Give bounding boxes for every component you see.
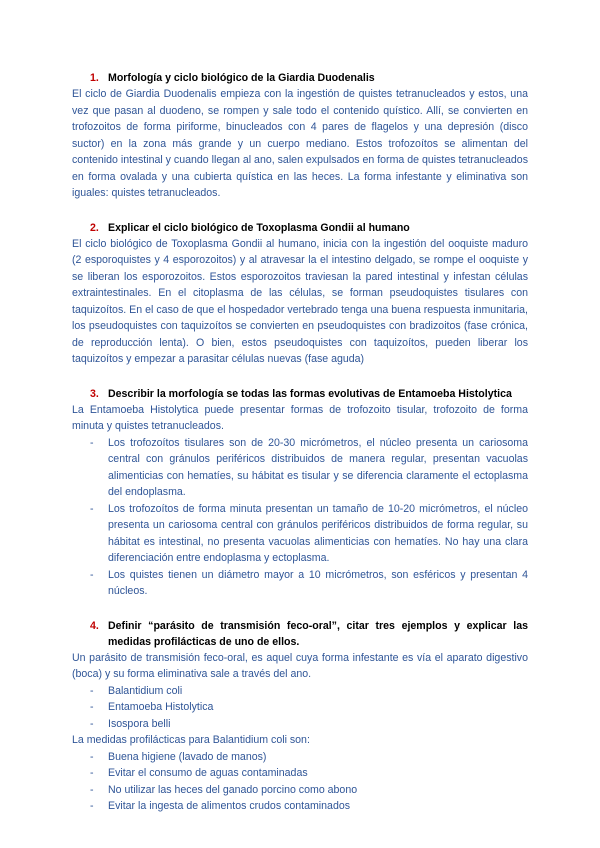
section-2 <box>72 220 528 368</box>
answer-paragraph: El ciclo de Giardia Duodenalis empieza con la ingestión de quistes tetranucleados y estos, una vez que pasan al duodeno, se rompen y sale todo el contenido quístico. Allí, se convierten en trofozoitos de forma piriforme, binucleados con 4 pares de flagelos y una depresión (disco suctor) en la zona más grande y un cuerpo mediano. Estos trofozoítos se alimentan del contenido intestinal y cuando llegan al ano, salen expulsados en forma de quistes tetranucleados en forma ovalada y una cubierta quística en las heces. La forma infestante y eliminativa son iguales: quistes tetranucleados. <box>72 88 528 199</box>
list-item: - Isospora belli <box>90 716 528 733</box>
question-heading <box>72 618 528 650</box>
question-number: 4. <box>90 619 99 632</box>
question-text: Definir “parásito de transmisión feco-oral”, citar tres ejemplos y explicar las medidas profilácticas de uno de ellos. <box>108 619 528 648</box>
list-item: - Los trofozoítos de forma minuta presentan un tamaño de 10-20 micrómetros, el núcleo presenta un cariosoma central con gránulos periféricos distribuidos de forma regular, su hábitat es intestinal, no presenta vacuolas alimenticias con hematíes. No hay una clara diferenciación entre endoplasma y ectoplasma. <box>90 501 528 567</box>
question-number: 2. <box>90 221 99 234</box>
measures-list <box>72 749 528 815</box>
list-item: - Los quistes tienen un diámetro mayor a 10 micrómetros, son esféricos y presentan 4 núcleos. <box>90 567 528 600</box>
list-item: - Los trofozoítos tisulares son de 20-30 micrómetros, el núcleo presenta un cariosoma central con gránulos periféricos distribuidos de manera regular, presentan vacuolas alimenticias con hematíes, su hábitat es tisular y se diferencia claramente el ectoplasma del endoplasma. <box>90 435 528 501</box>
question-text: Describir la morfología se todas las formas evolutivas de Entamoeba Histolytica <box>108 387 512 400</box>
list-item: - Entamoeba Histolytica <box>90 699 528 716</box>
list-item: - Balantidium coli <box>90 683 528 700</box>
answer-intro: La Entamoeba Histolytica puede presentar formas de trofozoito tisular, trofozoito de forma minuta y quistes tetranucleados. <box>72 403 528 432</box>
question-heading <box>72 220 528 236</box>
question-text: Morfología y ciclo biológico de la Giardia Duodenalis <box>108 72 375 84</box>
examples-list <box>72 683 528 733</box>
answer-paragraph: El ciclo biológico de Toxoplasma Gondii al humano, inicia con la ingestión del ooquiste maduro (2 esporoquistes y 4 esporozoitos) y al atravesar la el intestino delgado, se rompe el ooquiste y se liberan los esporozoitos. Estos esporozoitos traviesan la pared intestinal y infestan células extraintestinales. En el citoplasma de las células, se forman pseudoquistes tisulares con taquizoítos. En el caso de que el hospedador vertebrado tenga una buena respuesta inmunitaria, los pseudoquistes con taquizoítos se convierten en pseudoquistes con bradizoitos (fase crónica, de reproducción lenta). O bien, estos pseudoquistes con taquizoítos, pueden liberar los taquizoítos y empezar a parasitar células nuevas (fase aguda) <box>72 237 528 365</box>
forms-list <box>72 435 528 600</box>
section-3 <box>72 386 528 600</box>
measures-intro: La medidas profilácticas para Balantidium coli son: <box>72 734 310 746</box>
question-heading <box>72 70 528 86</box>
answer-intro: Un parásito de transmisión feco-oral, es aquel cuya forma infestante es vía el aparato digestivo (boca) y su forma eliminativa sale a través del ano. <box>72 651 528 680</box>
question-heading <box>72 386 528 402</box>
question-number: 1. <box>90 72 99 84</box>
question-number: 3. <box>90 387 99 400</box>
question-text: Explicar el ciclo biológico de Toxoplasma Gondii al humano <box>108 221 410 234</box>
list-item: - Evitar el consumo de aguas contaminadas <box>90 765 528 782</box>
section-1 <box>72 70 528 202</box>
list-item: - Buena higiene (lavado de manos) <box>90 749 528 766</box>
list-item: - No utilizar las heces del ganado porcino como abono <box>90 782 528 799</box>
list-item: - Evitar la ingesta de alimentos crudos contaminados <box>90 798 528 815</box>
section-4 <box>72 618 528 815</box>
